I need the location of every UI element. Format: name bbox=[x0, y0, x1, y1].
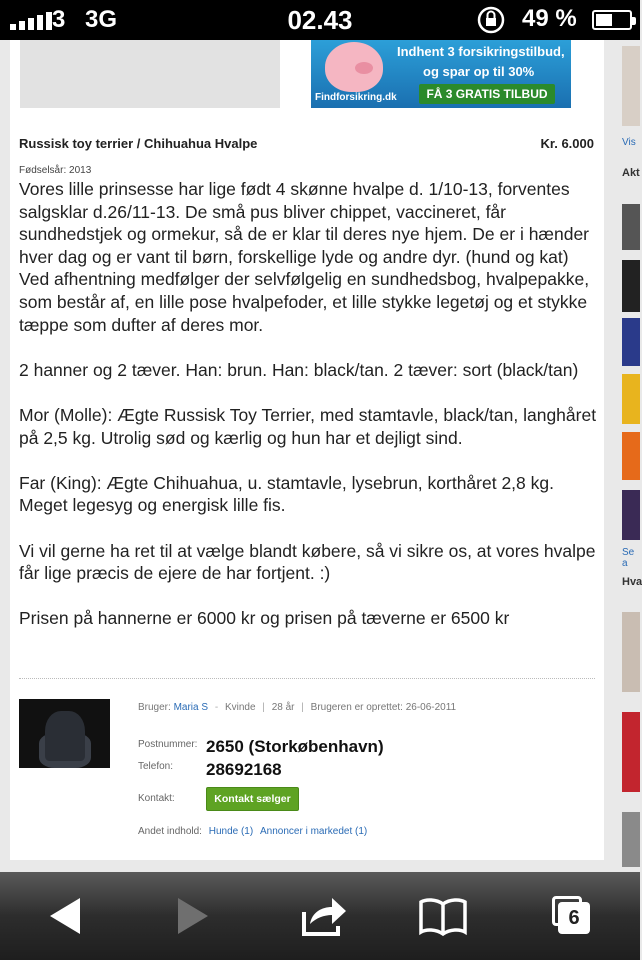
sidebar-thumbnail[interactable] bbox=[622, 712, 640, 792]
contact-label: Kontakt: bbox=[138, 793, 175, 804]
share-icon[interactable] bbox=[298, 894, 348, 938]
sidebar-thumbnail[interactable] bbox=[622, 812, 640, 867]
contact-seller-button[interactable]: Kontakt sælger bbox=[206, 787, 299, 811]
browser-toolbar bbox=[0, 872, 640, 960]
other-content-label: Andet indhold: bbox=[138, 826, 202, 837]
sidebar-heading: Hva bbox=[622, 576, 642, 588]
other-content bbox=[138, 826, 367, 837]
sidebar-link[interactable]: Se a bbox=[622, 547, 635, 569]
description-paragraph: Vores lille prinsesse har lige født 4 skønne hvalpe d. 1/10-13, forventes salgsklar d.26/11-13. De små pus bliver chippet, vaccineret, får sundhedstjek og ormekur, så de er klar til deres nye hjem. De er i hænder hver dag og er vant til børn, forskellige lyde og andre dyr. (hund og kat) Ved afhentning medfølger der selvfølgelig en sundhedsbog, hvalpepakke, som består af, en lille pose hvalpefoder, et lille stykke legetøj og et stykke tæppe som dufter af deres mor. bbox=[19, 179, 590, 335]
seller-age: 28 år bbox=[271, 702, 295, 713]
description-paragraph: 2 hanner og 2 tæver. Han: brun. Han: black/tan. 2 tæver: sort (black/tan) bbox=[19, 359, 579, 380]
battery-percentage: 49 % bbox=[522, 5, 577, 32]
divider bbox=[19, 678, 595, 679]
listing-title: Russisk toy terrier / Chihuahua Hvalpe bbox=[19, 136, 258, 151]
forward-button[interactable] bbox=[168, 894, 218, 938]
listing-price: Kr. 6.000 bbox=[540, 136, 594, 151]
right-sidebar bbox=[612, 40, 640, 872]
description-paragraph: Prisen på hannerne er 6000 kr og prisen på tæverne er 6500 kr bbox=[19, 608, 510, 629]
seller-name-link[interactable]: Maria S bbox=[173, 702, 209, 713]
banner-cta-button[interactable]: FÅ 3 GRATIS TILBUD bbox=[419, 84, 555, 104]
market-ads-link[interactable]: Annoncer i markedet (1) bbox=[259, 826, 368, 837]
piggy-bank-icon bbox=[325, 42, 383, 92]
description-paragraph: Vi vil gerne ha ret til at vælge blandt købere, så vi sikre os, at vores hvalpe får lige præcis de ejere de har fortjent. :) bbox=[19, 540, 596, 584]
web-page bbox=[0, 40, 640, 872]
listing-description bbox=[19, 178, 599, 652]
tabs-count: 6 bbox=[558, 902, 590, 934]
seller-gender: Kvinde bbox=[224, 702, 256, 713]
carrier-name: 3 bbox=[52, 6, 66, 33]
insurance-ad-banner[interactable] bbox=[311, 40, 571, 108]
seller-avatar[interactable] bbox=[19, 699, 110, 768]
network-type: 3G bbox=[85, 6, 118, 33]
ad-placeholder bbox=[20, 40, 280, 108]
sidebar-thumbnail[interactable] bbox=[622, 612, 640, 692]
postal-value: 2650 (Storkøbenhavn) bbox=[206, 737, 384, 756]
rotation-lock-icon bbox=[476, 5, 506, 35]
description-paragraph: Far (King): Ægte Chihuahua, u. stamtavle, lysebrun, korthåret 2,8 kg. Meget legesyg og energisk lille fis. bbox=[19, 472, 554, 516]
sidebar-thumbnail[interactable] bbox=[622, 490, 640, 540]
banner-line-1: Indhent 3 forsikringstilbud, bbox=[397, 44, 565, 59]
sidebar-link[interactable]: Vis bbox=[622, 137, 636, 148]
phone-label: Telefon: bbox=[138, 761, 174, 772]
avatar-photo-shape bbox=[45, 711, 85, 761]
battery-icon bbox=[592, 10, 632, 30]
bookmarks-icon[interactable] bbox=[418, 894, 468, 938]
sidebar-thumbnail[interactable] bbox=[622, 204, 640, 250]
user-label: Bruger: bbox=[138, 702, 171, 713]
sidebar-heading: Akt bbox=[622, 167, 640, 179]
listing-card bbox=[10, 40, 604, 860]
dogs-link[interactable]: Hunde (1) bbox=[208, 826, 254, 837]
birth-year: Fødselsår: 2013 bbox=[19, 165, 92, 176]
phone-value[interactable]: 28692168 bbox=[206, 760, 282, 779]
postal-label: Postnummer: bbox=[138, 739, 198, 750]
sidebar-thumbnail[interactable] bbox=[622, 432, 640, 480]
back-button[interactable] bbox=[40, 894, 90, 938]
status-bar bbox=[0, 0, 640, 40]
description-paragraph: Mor (Molle): Ægte Russisk Toy Terrier, med stamtavle, black/tan, langhåret på 2,5 kg. Utrolig sød og kærlig og hun har et dejligt sind. bbox=[19, 404, 597, 448]
seller-meta: Bruger: Maria S - Kvinde | 28 år | Brugeren er oprettet: 26-06-2011 bbox=[138, 702, 457, 713]
banner-brand: Findforsikring.dk bbox=[315, 92, 397, 103]
sidebar-thumbnail[interactable] bbox=[622, 46, 640, 126]
sidebar-thumbnail[interactable] bbox=[622, 260, 640, 312]
sidebar-thumbnail[interactable] bbox=[622, 318, 640, 366]
clock: 02.43 bbox=[287, 5, 353, 35]
tabs-button[interactable] bbox=[548, 894, 598, 938]
sidebar-thumbnail[interactable] bbox=[622, 374, 640, 424]
banner-line-2: og spar op til 30% bbox=[423, 64, 535, 79]
seller-created: Brugeren er oprettet: 26-06-2011 bbox=[310, 702, 457, 713]
